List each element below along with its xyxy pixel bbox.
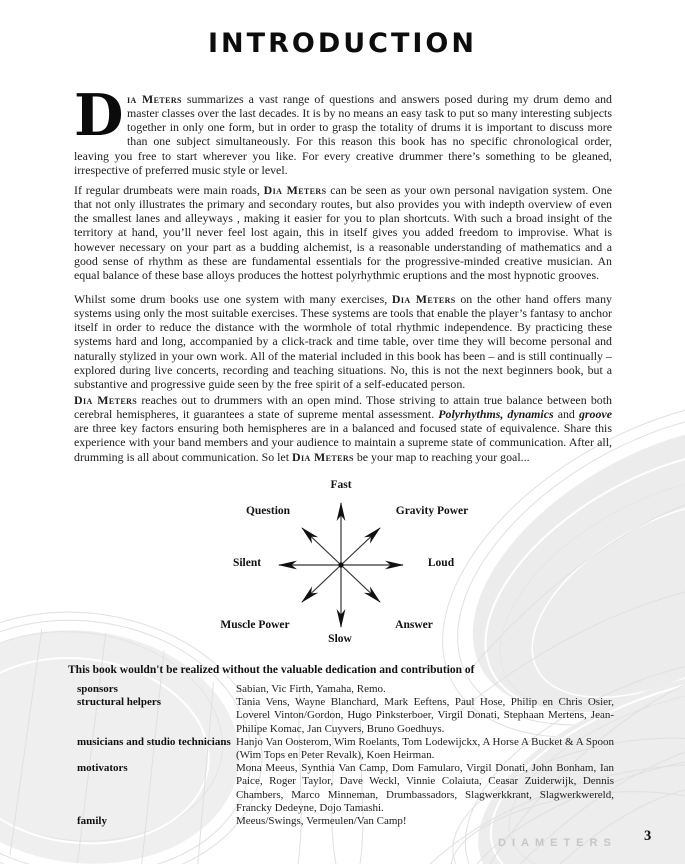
text-segment-smallcaps: ia Meters xyxy=(127,92,182,106)
compass-label-silent: Silent xyxy=(232,557,262,569)
credit-value: Sabian, Vic Firth, Yamaha, Remo. xyxy=(236,683,386,695)
arrow-up-left xyxy=(302,528,341,565)
credit-label: motivators xyxy=(77,762,128,775)
page-number: 3 xyxy=(644,828,652,844)
text-segment-plain: on the other hand offers many systems using only the most suitable exercises. These systems are tools that enable the player’s fantasy to anchor itself in order to reduce the distance with the wormhole of total rhythmic independence. By practicing these systems hard and long, accompanied by a click-track and time table, over time they will become personal and naturally stylized in your own work. All of the material included in this book has been – and is still continually – explored during live concerts, recording and teaching situations. No, this is not the next beginners book, but a substantive and progressive guide seen by the free spirit of a self-educated person. xyxy=(74,292,612,391)
text-segment-plain: and xyxy=(553,407,579,422)
text-segment-bolditalic: groove xyxy=(578,407,612,422)
text-segment-plain: Whilst some drum books use one system with many exercises, xyxy=(74,292,392,306)
text-segment-plain: be your map to reaching your goal... xyxy=(353,449,530,464)
text-segment-smallcaps: Dia Meters xyxy=(291,449,354,464)
credit-label: structural helpers xyxy=(77,696,162,709)
compass-center-dot xyxy=(338,562,343,567)
page-title: INTRODUCTION xyxy=(208,28,477,59)
credit-value: Mona Meeus, Synthia Van Camp, Dom Famularo, Virgil Donati, John Bonham, Ian Paice, Roger Taylor, Dave Weckl, Vinnie Colaiuta, Ceasar Zuiderwijk, Dennis Chambers, Marco Minneman, Drumbassadors, Slagwerkkrant, Slagwerkwereld, Francky Dedeyne, Dojo Tamashi. xyxy=(236,762,614,814)
credit-value: Meeus/Swings, Vermeulen/Van Camp! xyxy=(236,815,407,828)
text-segment-smallcaps: Dia Meters xyxy=(263,183,327,197)
compass-label-fast: Fast xyxy=(330,479,352,491)
credit-row-motivators xyxy=(68,762,614,815)
text-segment-smallcaps: Dia Meters xyxy=(74,393,138,407)
credit-value: Hanjo Van Oosterom, Wim Roelants, Tom Lodewijckx, A Horse A Bucket & A Spoon (Wim Tops en Peter Revalk), Koen Heirman. xyxy=(236,735,614,762)
dropcap-letter: D xyxy=(74,82,124,149)
compass-label-muscle-power: Muscle Power xyxy=(220,619,290,631)
arrow-down-left xyxy=(302,565,341,602)
credit-row-musicians-technicians xyxy=(68,736,614,762)
credit-value: Tania Vens, Wayne Blanchard, Mark Eeftens, Paul Hose, Philip en Chris Osier, Loverel Vinton/Gordon, Hugo Pinksterboer, Virgil Donati, Stephaan Mertens, Jean-Philipe Komac, Jan Cuyvers, Bruno Goedhuys. xyxy=(236,696,614,735)
credit-label: musicians and studio technicians xyxy=(77,735,231,748)
diameters-watermark: DIAMETERS xyxy=(498,837,617,849)
credit-label: family xyxy=(77,815,107,828)
arrow-down-right xyxy=(341,565,380,602)
text-segment-plain: reaches out to drummers with an open mind. Those striving to attain true balance between both cerebral hemispheres, it guarantees a state of supreme mental assessment. xyxy=(74,393,612,422)
credit-row-structural-helpers xyxy=(68,696,614,736)
credits-heading: This book wouldn't be realized without the valuable dedication and contribution of xyxy=(68,664,475,676)
compass-label-loud: Loud xyxy=(427,557,455,569)
text-segment-plain: summarizes a vast range of questions and answers posed during my drum demo and master classes over the last decades. It is by no means an easy task to put so many interesting subjects together in only one form, but in order to grasp the totality of drums it is important to discuss more than one subject simultaneously. For this reason this book has no specific chronological order, leaving you free to start wherever you like. For every creative drummer there’s something to be gleaned, irrespective of preferred music style or level. xyxy=(74,92,612,177)
credit-label: sponsors xyxy=(77,683,118,695)
paragraph-navigation xyxy=(74,183,612,282)
text-segment-plain: are three key factors ensuring both hemispheres are in a balanced and focused state of equivalence. Share this experience with your band members and your audience to maintain a supreme state of communication. After all, drumming is all about communication. So let xyxy=(74,421,612,464)
compass-label-gravity-power: Gravity Power xyxy=(395,505,469,517)
paragraph-intro xyxy=(74,82,612,177)
compass-label-slow: Slow xyxy=(328,633,352,645)
compass-label-question: Question xyxy=(245,505,291,517)
text-segment-smallcaps: Dia Meters xyxy=(391,292,456,306)
credit-row-family xyxy=(68,815,614,828)
compass-label-answer: Answer xyxy=(395,619,433,631)
paragraph-systems xyxy=(74,292,612,391)
credits-section xyxy=(68,664,614,828)
credit-row-sponsors xyxy=(68,683,614,696)
paragraph-open-mind xyxy=(74,393,612,464)
text-segment-plain: If regular drumbeats were main roads, xyxy=(74,183,264,197)
text-segment-plain: can be seen as your own personal navigation system. One that not only illustrates the primary and secondary routes, but also provides you with indepth overview of even the smallest lanes and alleyways , making it easier for you to plan shortcuts. With such a broad insight of the territory at hand, you’ll never feel lost again, this in itself gives you added freedom to improvise. What is however necessary on your part as a budding alchemist, is a reasonable understanding of mathematics and a good sense of rhythm as these are fundamental essentials for the progressive-minded creative musician. An equal balance of these base alloys produces the hottest polyrhythmic eruptions and the most hypnotic grooves. xyxy=(74,183,612,282)
text-segment-bolditalic: Polyrhythms, dynamics xyxy=(438,407,554,422)
arrow-up-right xyxy=(341,528,380,565)
